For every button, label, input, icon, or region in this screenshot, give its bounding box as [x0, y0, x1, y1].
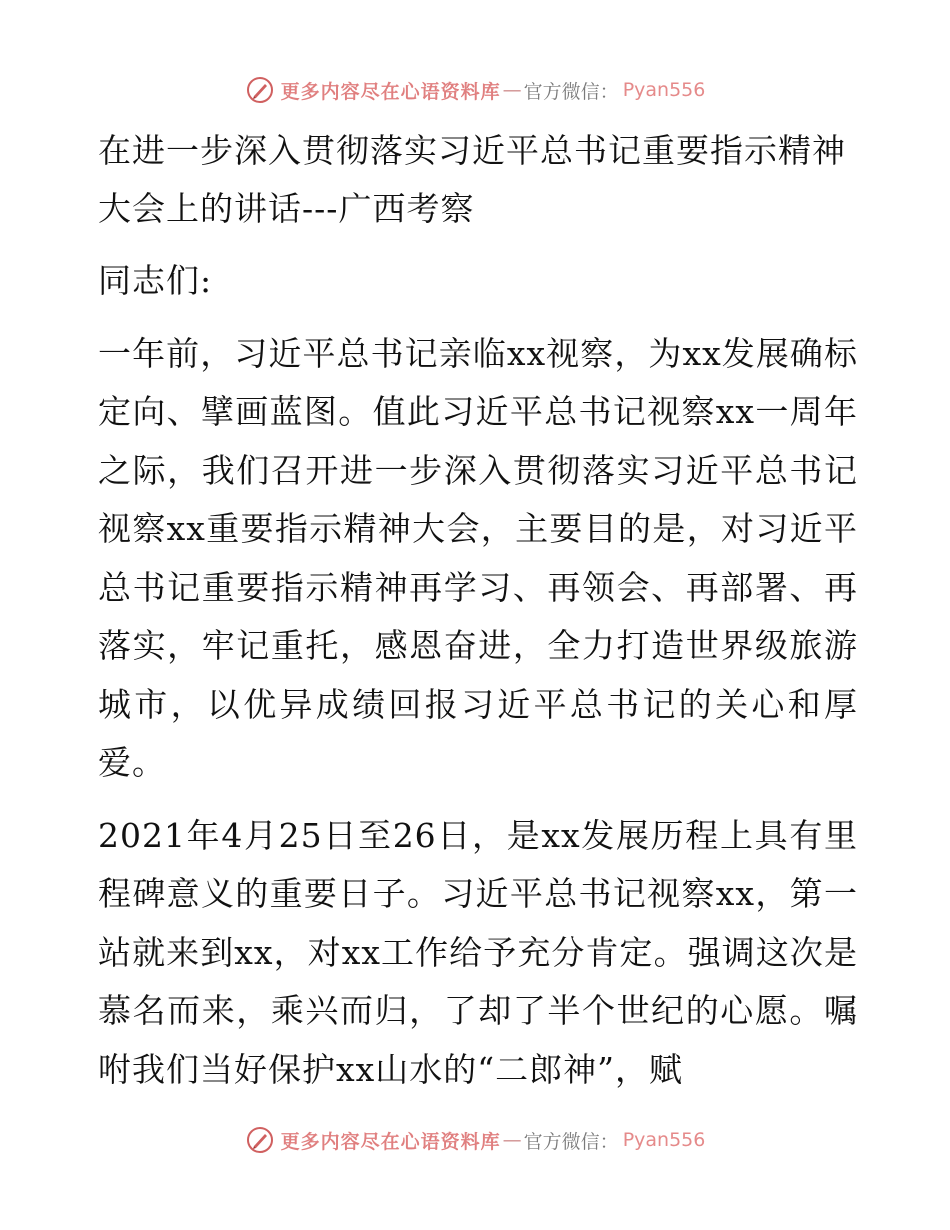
watermark-wechat-label: 官方微信：	[523, 80, 619, 103]
watermark-separator: —	[502, 79, 522, 101]
header-watermark	[0, 70, 950, 110]
watermark-main-text: 更多内容尽在心语资料库	[280, 80, 501, 103]
document-title: 在进一步深入贯彻落实习近平总书记重要指示精神大会上的讲话---广西考察	[98, 131, 846, 228]
paragraph-1: 一年前，习近平总书记亲临xx视察，为xx发展确标定向、擘画蓝图。值此习近平总书记视察xx一周年之际，我们召开进一步深入贯彻落实习近平总书记视察xx重要指示精神大会，主要目的是，对习近平总书记重要指示精神再学习、再领会、再部署、再落实，牢记重托，感恩奋进，全力打造世界级旅游城市，以优异成绩回报习近平总书记的关心和厚爱。	[98, 333, 858, 782]
paragraph-salutation: 同志们:	[98, 261, 213, 300]
watermark-wechat-label: 官方微信：	[523, 1130, 619, 1153]
document-body	[98, 122, 858, 1113]
pen-logo-icon	[245, 1125, 275, 1155]
watermark-main-text: 更多内容尽在心语资料库	[280, 1130, 501, 1153]
watermark-separator: —	[502, 1129, 522, 1151]
footer-watermark	[0, 1120, 950, 1160]
paragraph-2: 2021年4月25日至26日，是xx发展历程上具有里程碑意义的重要日子。习近平总书记视察xx，第一站就来到xx，对xx工作给予充分肯定。强调这次是慕名而来，乘兴而归，了却了半个世纪的心愿。嘱咐我们当好保护xx山水的“二郎神”，赋	[98, 815, 858, 1089]
pen-logo-icon	[245, 75, 275, 105]
watermark-wechat-id: Pyan556	[622, 1129, 706, 1151]
watermark-wechat-id: Pyan556	[622, 79, 706, 101]
